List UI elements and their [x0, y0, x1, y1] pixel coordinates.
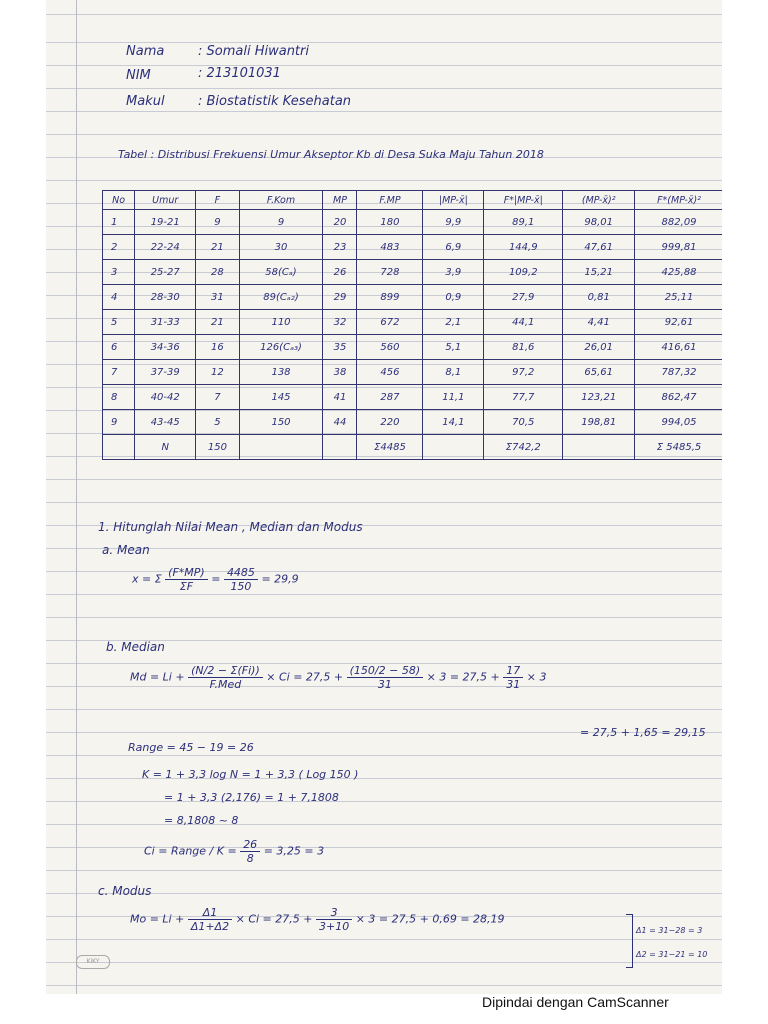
table-cell: 287 — [357, 385, 423, 410]
table-cell: 22-24 — [135, 235, 196, 260]
table-cell: 0,9 — [423, 285, 484, 310]
table-row — [103, 235, 723, 260]
median-fraction-2: $\frac{(150/2 - 58)}{31}$ — [347, 664, 424, 691]
total-label: N — [135, 435, 196, 460]
table-cell: 31 — [196, 285, 239, 310]
camscanner-watermark: Dipindai dengan CamScanner — [482, 994, 669, 1010]
table-cell: 30 — [239, 235, 323, 260]
table-cell: 123,21 — [563, 385, 635, 410]
range-line: Range = 45 − 19 = 26 — [128, 741, 254, 754]
table-cell: 1 — [103, 210, 135, 235]
table-cell: 70,5 — [484, 410, 563, 435]
header-cell: F.MP — [357, 191, 423, 210]
margin-line — [76, 0, 77, 994]
table-cell: 21 — [196, 310, 239, 335]
table-cell: 3,9 — [423, 260, 484, 285]
k-result-line: = 8,1808 ~ 8 — [164, 814, 239, 827]
table-cell: 65,61 — [563, 360, 635, 385]
table-cell: 882,09 — [635, 210, 722, 235]
table-cell: 31-33 — [135, 310, 196, 335]
table-cell: 27,9 — [484, 285, 563, 310]
modus-title: c. Modus — [98, 884, 152, 898]
table-cell: 9 — [239, 210, 323, 235]
table-cell: 110 — [239, 310, 323, 335]
ci-formula: Ci = Range / K = $\frac{26}{8}$ = 3,25 = 3 — [144, 838, 325, 865]
total-fmp: Σ4485 — [357, 435, 423, 460]
table-cell: 29 — [323, 285, 357, 310]
table-cell: 220 — [357, 410, 423, 435]
nama-value: : Somali Hiwantri — [198, 44, 309, 59]
modus-fraction-2: $\frac{3}{3+10}$ — [316, 906, 352, 933]
table-cell: 25-27 — [135, 260, 196, 285]
table-cell: 138 — [239, 360, 323, 385]
table-cell: 21 — [196, 235, 239, 260]
table-cell: 9,9 — [423, 210, 484, 235]
table-cell: 40-42 — [135, 385, 196, 410]
table-cell: 26 — [323, 260, 357, 285]
median-fraction-1: $\frac{(N/2 - \Sigma(Fi))}{\text{F.Med}}$ — [188, 664, 263, 691]
table-cell: 862,47 — [635, 385, 722, 410]
table-cell: 109,2 — [484, 260, 563, 285]
table-cell: 7 — [103, 360, 135, 385]
table-cell: 16 — [196, 335, 239, 360]
table-cell: 47,61 — [563, 235, 635, 260]
table-cell: 150 — [239, 410, 323, 435]
table-cell: 25,11 — [635, 285, 722, 310]
table-title: Tabel : Distribusi Frekuensi Umur Akseptor Kb di Desa Suka Maju Tahun 2018 — [118, 148, 544, 161]
table-cell: 994,05 — [635, 410, 722, 435]
header-cell: (MP-x̄)² — [563, 191, 635, 210]
delta1-note: Δ1 = 31−28 = 3 — [636, 926, 703, 935]
table-cell: 43-45 — [135, 410, 196, 435]
table-cell: 728 — [357, 260, 423, 285]
nim-value: : 213101031 — [198, 66, 281, 81]
table-cell: 20 — [323, 210, 357, 235]
table-row — [103, 360, 723, 385]
table-cell: 37-39 — [135, 360, 196, 385]
median-title: b. Median — [106, 640, 165, 654]
table-cell: 5 — [196, 410, 239, 435]
mean-title: a. Mean — [102, 543, 150, 557]
delta2-note: Δ2 = 31−21 = 10 — [636, 950, 708, 959]
frequency-table — [102, 190, 722, 460]
header-cell: No — [103, 191, 135, 210]
question-heading: 1. Hitunglah Nilai Mean , Median dan Modus — [98, 520, 363, 534]
mean-result: = 29,9 — [261, 572, 299, 586]
table-cell: 0,81 — [563, 285, 635, 310]
table-cell: 2,1 — [423, 310, 484, 335]
total-fsq: Σ 5485,5 — [635, 435, 722, 460]
median-result: = 27,5 + 1,65 = 29,15 — [580, 726, 706, 739]
table-cell: 8,1 — [423, 360, 484, 385]
k-calc-line: = 1 + 3,3 (2,176) = 1 + 7,1808 — [164, 791, 339, 804]
table-row — [103, 210, 723, 235]
table-cell: 5,1 — [423, 335, 484, 360]
brand-badge: KIKY — [76, 955, 110, 969]
header-cell: F*|MP-x̄| — [484, 191, 563, 210]
table-row — [103, 410, 723, 435]
mean-fraction-2: $\frac{4485}{150}$ — [224, 566, 258, 593]
table-cell: 32 — [323, 310, 357, 335]
table-cell: 6 — [103, 335, 135, 360]
nim-label: NIM — [126, 68, 151, 83]
table-cell: 2 — [103, 235, 135, 260]
notebook-page — [46, 0, 722, 994]
header-cell: Umur — [135, 191, 196, 210]
table-cell: 98,01 — [563, 210, 635, 235]
table-cell: 3 — [103, 260, 135, 285]
table-cell: 19-21 — [135, 210, 196, 235]
table-total-row — [103, 435, 723, 460]
table-cell: 560 — [357, 335, 423, 360]
table-row — [103, 385, 723, 410]
table-cell: 8 — [103, 385, 135, 410]
table-row — [103, 260, 723, 285]
modus-fraction-1: $\frac{\Delta 1}{\Delta 1+\Delta 2}$ — [188, 906, 232, 933]
header-cell: MP — [323, 191, 357, 210]
mean-formula: x = Σ $\frac{(F*MP)}{\Sigma F}$ = $\frac{4485}{150}$ = 29,9 — [132, 566, 299, 593]
ci-fraction: $\frac{26}{8}$ — [240, 838, 260, 865]
table-cell: 999,81 — [635, 235, 722, 260]
table-cell: 5 — [103, 310, 135, 335]
table-cell: 12 — [196, 360, 239, 385]
table-cell: 77,7 — [484, 385, 563, 410]
k-line: K = 1 + 3,3 log N = 1 + 3,3 ( Log 150 ) — [142, 768, 359, 781]
makul-label: Makul — [126, 94, 165, 109]
table-cell: 9 — [103, 410, 135, 435]
header-cell: |MP-x̄| — [423, 191, 484, 210]
mean-fraction-1: $\frac{(F*MP)}{\Sigma F}$ — [165, 566, 208, 593]
table-cell: 34-36 — [135, 335, 196, 360]
modus-formula: Mo = Li + $\frac{\Delta 1}{\Delta 1+\Delta 2}$ × Ci = 27,5 + $\frac{3}{3+10}$ × 3 = 27,5 + 0,69 = 28,19 — [130, 906, 505, 933]
table-cell: 58(Cₐ) — [239, 260, 323, 285]
table-cell: 416,61 — [635, 335, 722, 360]
total-f: 150 — [196, 435, 239, 460]
table-cell: 180 — [357, 210, 423, 235]
median-fraction-3: $\frac{17}{31}$ — [503, 664, 523, 691]
table-cell: 11,1 — [423, 385, 484, 410]
table-cell: 456 — [357, 360, 423, 385]
table-cell: 4,41 — [563, 310, 635, 335]
table-cell: 23 — [323, 235, 357, 260]
total-fdev: Σ742,2 — [484, 435, 563, 460]
table-cell: 38 — [323, 360, 357, 385]
table-cell: 35 — [323, 335, 357, 360]
table-cell: 7 — [196, 385, 239, 410]
table-cell: 89,1 — [484, 210, 563, 235]
table-cell: 92,61 — [635, 310, 722, 335]
median-formula: Md = Li + $\frac{(N/2 - \Sigma(Fi))}{\text{F.Med}}$ × Ci = 27,5 + $\frac{(150/2 - 58)}{31}$ × 3 = 27,5 + $\frac{17}{31}$ × 3 — [130, 664, 547, 691]
table-cell: 483 — [357, 235, 423, 260]
table-cell: 28-30 — [135, 285, 196, 310]
makul-value: : Biostatistik Kesehatan — [198, 94, 352, 109]
table-cell: 28 — [196, 260, 239, 285]
table-row — [103, 285, 723, 310]
table-cell: 97,2 — [484, 360, 563, 385]
table-cell: 81,6 — [484, 335, 563, 360]
table-row — [103, 335, 723, 360]
table-cell: 44 — [323, 410, 357, 435]
delta-bracket — [626, 914, 633, 968]
table-header-row — [103, 191, 723, 210]
nama-label: Nama — [126, 44, 165, 59]
table-cell: 198,81 — [563, 410, 635, 435]
header-cell: F — [196, 191, 239, 210]
table-cell: 9 — [196, 210, 239, 235]
table-cell: 126(Cₐ₃) — [239, 335, 323, 360]
table-cell: 89(Cₐ₂) — [239, 285, 323, 310]
table-cell: 41 — [323, 385, 357, 410]
table-cell: 144,9 — [484, 235, 563, 260]
table-cell: 6,9 — [423, 235, 484, 260]
header-cell: F*(MP-x̄)² — [635, 191, 722, 210]
table-cell: 44,1 — [484, 310, 563, 335]
table-cell: 425,88 — [635, 260, 722, 285]
table-row — [103, 310, 723, 335]
table-cell: 145 — [239, 385, 323, 410]
table-cell: 672 — [357, 310, 423, 335]
table-cell: 899 — [357, 285, 423, 310]
table-cell: 4 — [103, 285, 135, 310]
table-cell: 787,32 — [635, 360, 722, 385]
table-cell: 26,01 — [563, 335, 635, 360]
header-cell: F.Kom — [239, 191, 323, 210]
table-cell: 15,21 — [563, 260, 635, 285]
table-cell: 14,1 — [423, 410, 484, 435]
